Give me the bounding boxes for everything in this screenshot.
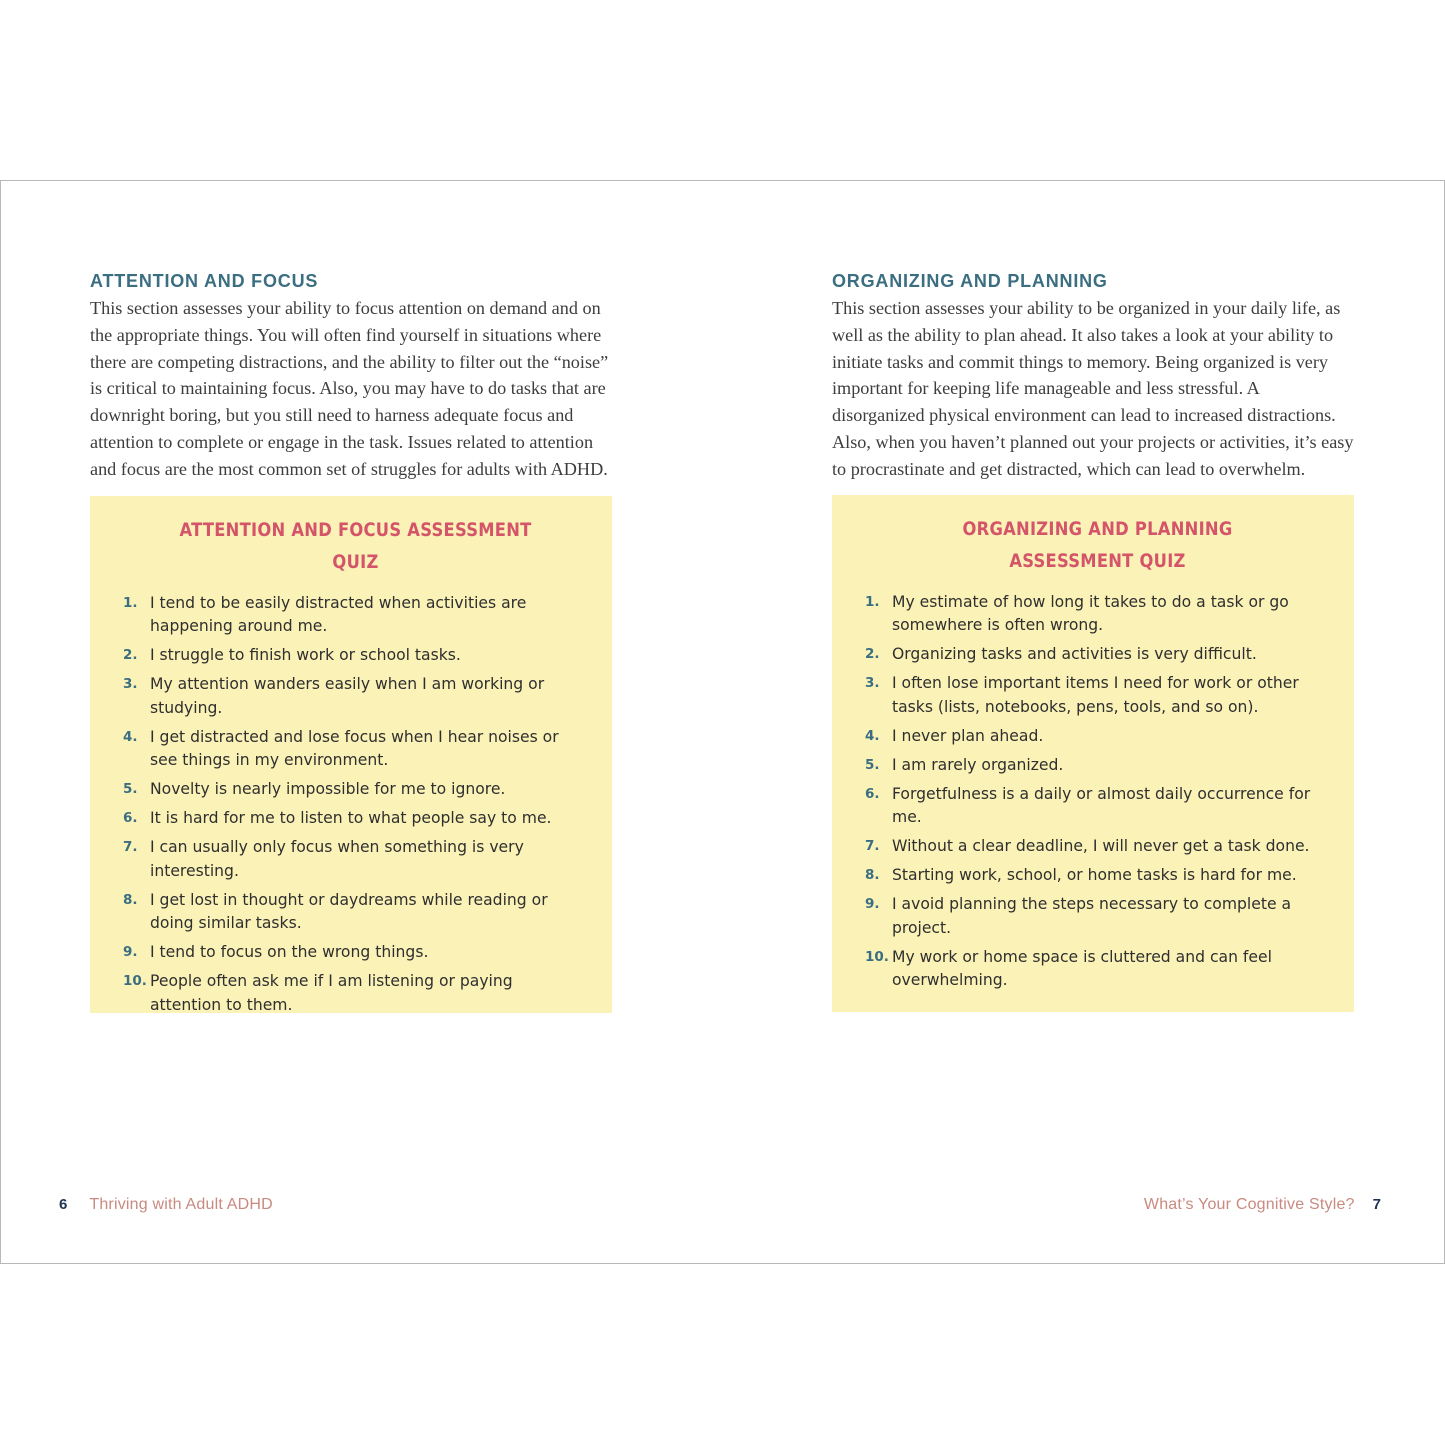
quiz-item-text: I tend to be easily distracted when activities are happening around me. [150, 593, 527, 636]
quiz-item-text: I tend to focus on the wrong things. [150, 943, 429, 962]
quiz-item-text: People often ask me if I am listening or paying attention to them. [150, 972, 513, 1014]
quiz-item [123, 941, 588, 965]
quiz-item-text: My estimate of how long it takes to do a task or go somewhere is often wrong. [892, 592, 1289, 635]
quiz-item [123, 592, 588, 639]
quiz-item-number: 9. [123, 944, 138, 961]
quiz-item-number: 4. [123, 728, 138, 745]
quiz-item-text: Novelty is nearly impossible for me to ignore. [150, 780, 506, 799]
quiz-item-text: I get distracted and lose focus when I hear noises or see things in my environment. [150, 727, 559, 770]
quiz-item-number: 6. [865, 785, 880, 802]
quiz-item [123, 889, 588, 936]
quiz-item-text: I can usually only focus when something is very interesting. [150, 838, 524, 880]
quiz-item-text: Organizing tasks and activities is very difficult. [892, 645, 1257, 664]
section-heading-organizing: ORGANIZING AND PLANNING [832, 271, 1108, 291]
quiz-item-number: 7. [865, 838, 880, 855]
quiz-item [865, 783, 1330, 830]
quiz-title: ATTENTION AND FOCUS ASSESSMENT QUIZ [179, 518, 532, 573]
quiz-item [123, 778, 588, 802]
page-number: 7 [1372, 1196, 1381, 1213]
quiz-item-text: I avoid planning the steps necessary to complete a project. [892, 895, 1292, 937]
quiz-item-text: My attention wanders easily when I am working or studying. [150, 675, 545, 717]
quiz-item-number: 3. [865, 675, 880, 692]
quiz-item-text: My work or home space is cluttered and can feel overwhelming. [892, 947, 1272, 990]
quiz-item-number: 1. [123, 594, 138, 611]
quiz-item-number: 4. [865, 727, 880, 744]
quiz-item [865, 835, 1330, 859]
quiz-item-text: I never plan ahead. [892, 726, 1044, 745]
page-number: 6 [59, 1196, 68, 1213]
quiz-item-number: 10. [865, 948, 889, 965]
quiz-item-number: 6. [123, 810, 138, 827]
quiz-item [865, 893, 1330, 940]
quiz-item [865, 946, 1330, 993]
quiz-item [123, 836, 588, 883]
quiz-item-number: 8. [123, 891, 138, 908]
quiz-item [865, 672, 1330, 719]
quiz-item-number: 5. [865, 756, 880, 773]
quiz-item-text: Starting work, school, or home tasks is hard for me. [892, 866, 1297, 885]
quiz-item-text: I struggle to finish work or school tasks. [150, 646, 461, 665]
left-page-footer [59, 1195, 273, 1215]
quiz-item-text: I am rarely organized. [892, 755, 1064, 774]
quiz-item [865, 725, 1330, 749]
quiz-item [865, 643, 1330, 667]
quiz-item [123, 673, 588, 720]
quiz-item-number: 2. [865, 646, 880, 663]
quiz-item [123, 644, 588, 668]
quiz-item [123, 726, 588, 773]
quiz-item-number: 1. [865, 593, 880, 610]
right-page-content [832, 269, 1354, 1012]
right-page-footer [1144, 1195, 1381, 1215]
quiz-item-number: 7. [123, 839, 138, 856]
quiz-item-text: Forgetfulness is a daily or almost daily occurrence for me. [892, 784, 1311, 827]
quiz-item [865, 864, 1330, 888]
attention-quiz-box [90, 496, 612, 1013]
running-title: Thriving with Adult ADHD [89, 1196, 273, 1213]
organizing-quiz-box [832, 495, 1354, 1012]
quiz-list [123, 592, 588, 1018]
quiz-item-number: 9. [865, 896, 880, 913]
quiz-item-number: 3. [123, 676, 138, 693]
book-spread [0, 180, 1445, 1264]
quiz-item [865, 754, 1330, 778]
quiz-item-text: I often lose important items I need for work or other tasks (lists, notebooks, pens, tools, and so on). [892, 674, 1299, 716]
section-body-attention: This section assesses your ability to focus attention on demand and on the appropriate things. You will often find yourself in situations where there are competing distractions, and the ability to filter out the “noise” is critical to maintaining focus. Also, you may have to do tasks that are downright boring, but you still need to harness adequate focus and attention to complete or engage in the task. Issues related to attention and focus are the most common set of struggles for adults with ADHD. [90, 298, 609, 479]
left-page-content [90, 269, 612, 1013]
quiz-item [865, 591, 1330, 638]
quiz-item-number: 10. [123, 973, 147, 990]
quiz-item-text: I get lost in thought or daydreams while reading or doing similar tasks. [150, 890, 548, 933]
quiz-list [865, 591, 1330, 993]
quiz-item-number: 8. [865, 867, 880, 884]
running-title: What’s Your Cognitive Style? [1143, 1196, 1355, 1213]
quiz-item-number: 2. [123, 647, 138, 664]
quiz-item [123, 970, 588, 1017]
quiz-item-text: Without a clear deadline, I will never get a task done. [892, 837, 1310, 856]
section-heading-attention: ATTENTION AND FOCUS [90, 271, 319, 291]
quiz-title: ORGANIZING AND PLANNING ASSESSMENT QUIZ [962, 517, 1233, 572]
section-body-organizing: This section assesses your ability to be organized in your daily life, as well as the ability to plan ahead. It also takes a look at your ability to initiate tasks and commit things to memory. Being organized is very important for keeping life manageable and less stressful. A disorganized physical environment can lead to increased distractions. Also, when you haven’t planned out your projects or activities, it’s easy to procrastinate and get distracted, which can lead to overwhelm. [832, 298, 1354, 479]
quiz-item-text: It is hard for me to listen to what people say to me. [150, 809, 552, 828]
quiz-item [123, 807, 588, 831]
quiz-item-number: 5. [123, 781, 138, 798]
